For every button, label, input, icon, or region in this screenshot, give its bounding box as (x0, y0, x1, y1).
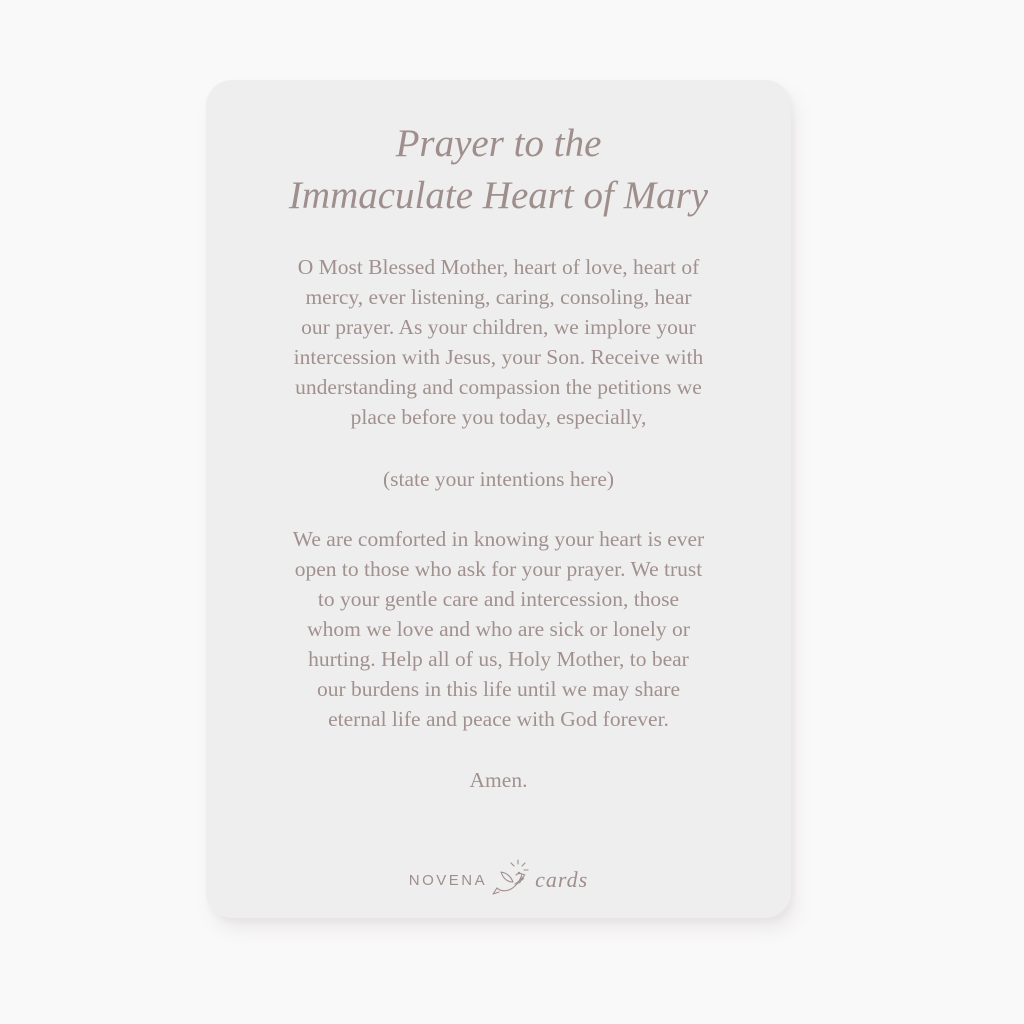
paragraph-line: eternal life and peace with God forever. (328, 707, 669, 731)
title-line-1: Prayer to the (395, 122, 602, 165)
brand-script: cards (535, 867, 589, 892)
intentions-placeholder (236, 464, 761, 494)
paragraph-line: understanding and compassion the petitions we (295, 375, 702, 399)
paragraph-line: our burdens in this life until we may share (316, 677, 681, 701)
amen (236, 765, 761, 795)
title-line-2: Immaculate Heart of Mary (288, 174, 709, 217)
paragraph-line: intercession with Jesus, your Son. Receive with (293, 345, 704, 369)
prayer-paragraph-1 (236, 252, 761, 432)
prayer-card (206, 80, 791, 918)
amen-text: Amen. (469, 768, 528, 792)
paragraph-line: O Most Blessed Mother, heart of love, heart of (297, 255, 700, 279)
intentions-text: (state your intentions here) (382, 467, 615, 491)
paragraph-line: our prayer. As your children, we implore your (301, 315, 696, 339)
paragraph-line: place before you today, especially, (350, 405, 647, 429)
brand-logo (206, 855, 791, 905)
brand-word: NOVENA (408, 871, 488, 889)
paragraph-line: mercy, ever listening, caring, consoling, hear (305, 285, 692, 309)
card-title (206, 118, 791, 222)
paragraph-line: open to those who ask for your prayer. We trust (294, 557, 703, 581)
paragraph-line: to your gentle care and intercession, those (317, 587, 680, 611)
paragraph-line: whom we love and who are sick or lonely or (307, 617, 690, 641)
prayer-paragraph-2 (236, 524, 761, 734)
paragraph-line: We are comforted in knowing your heart is ever (292, 527, 705, 551)
paragraph-line: hurting. Help all of us, Holy Mother, to bear (308, 647, 689, 671)
dove-icon (491, 858, 531, 902)
